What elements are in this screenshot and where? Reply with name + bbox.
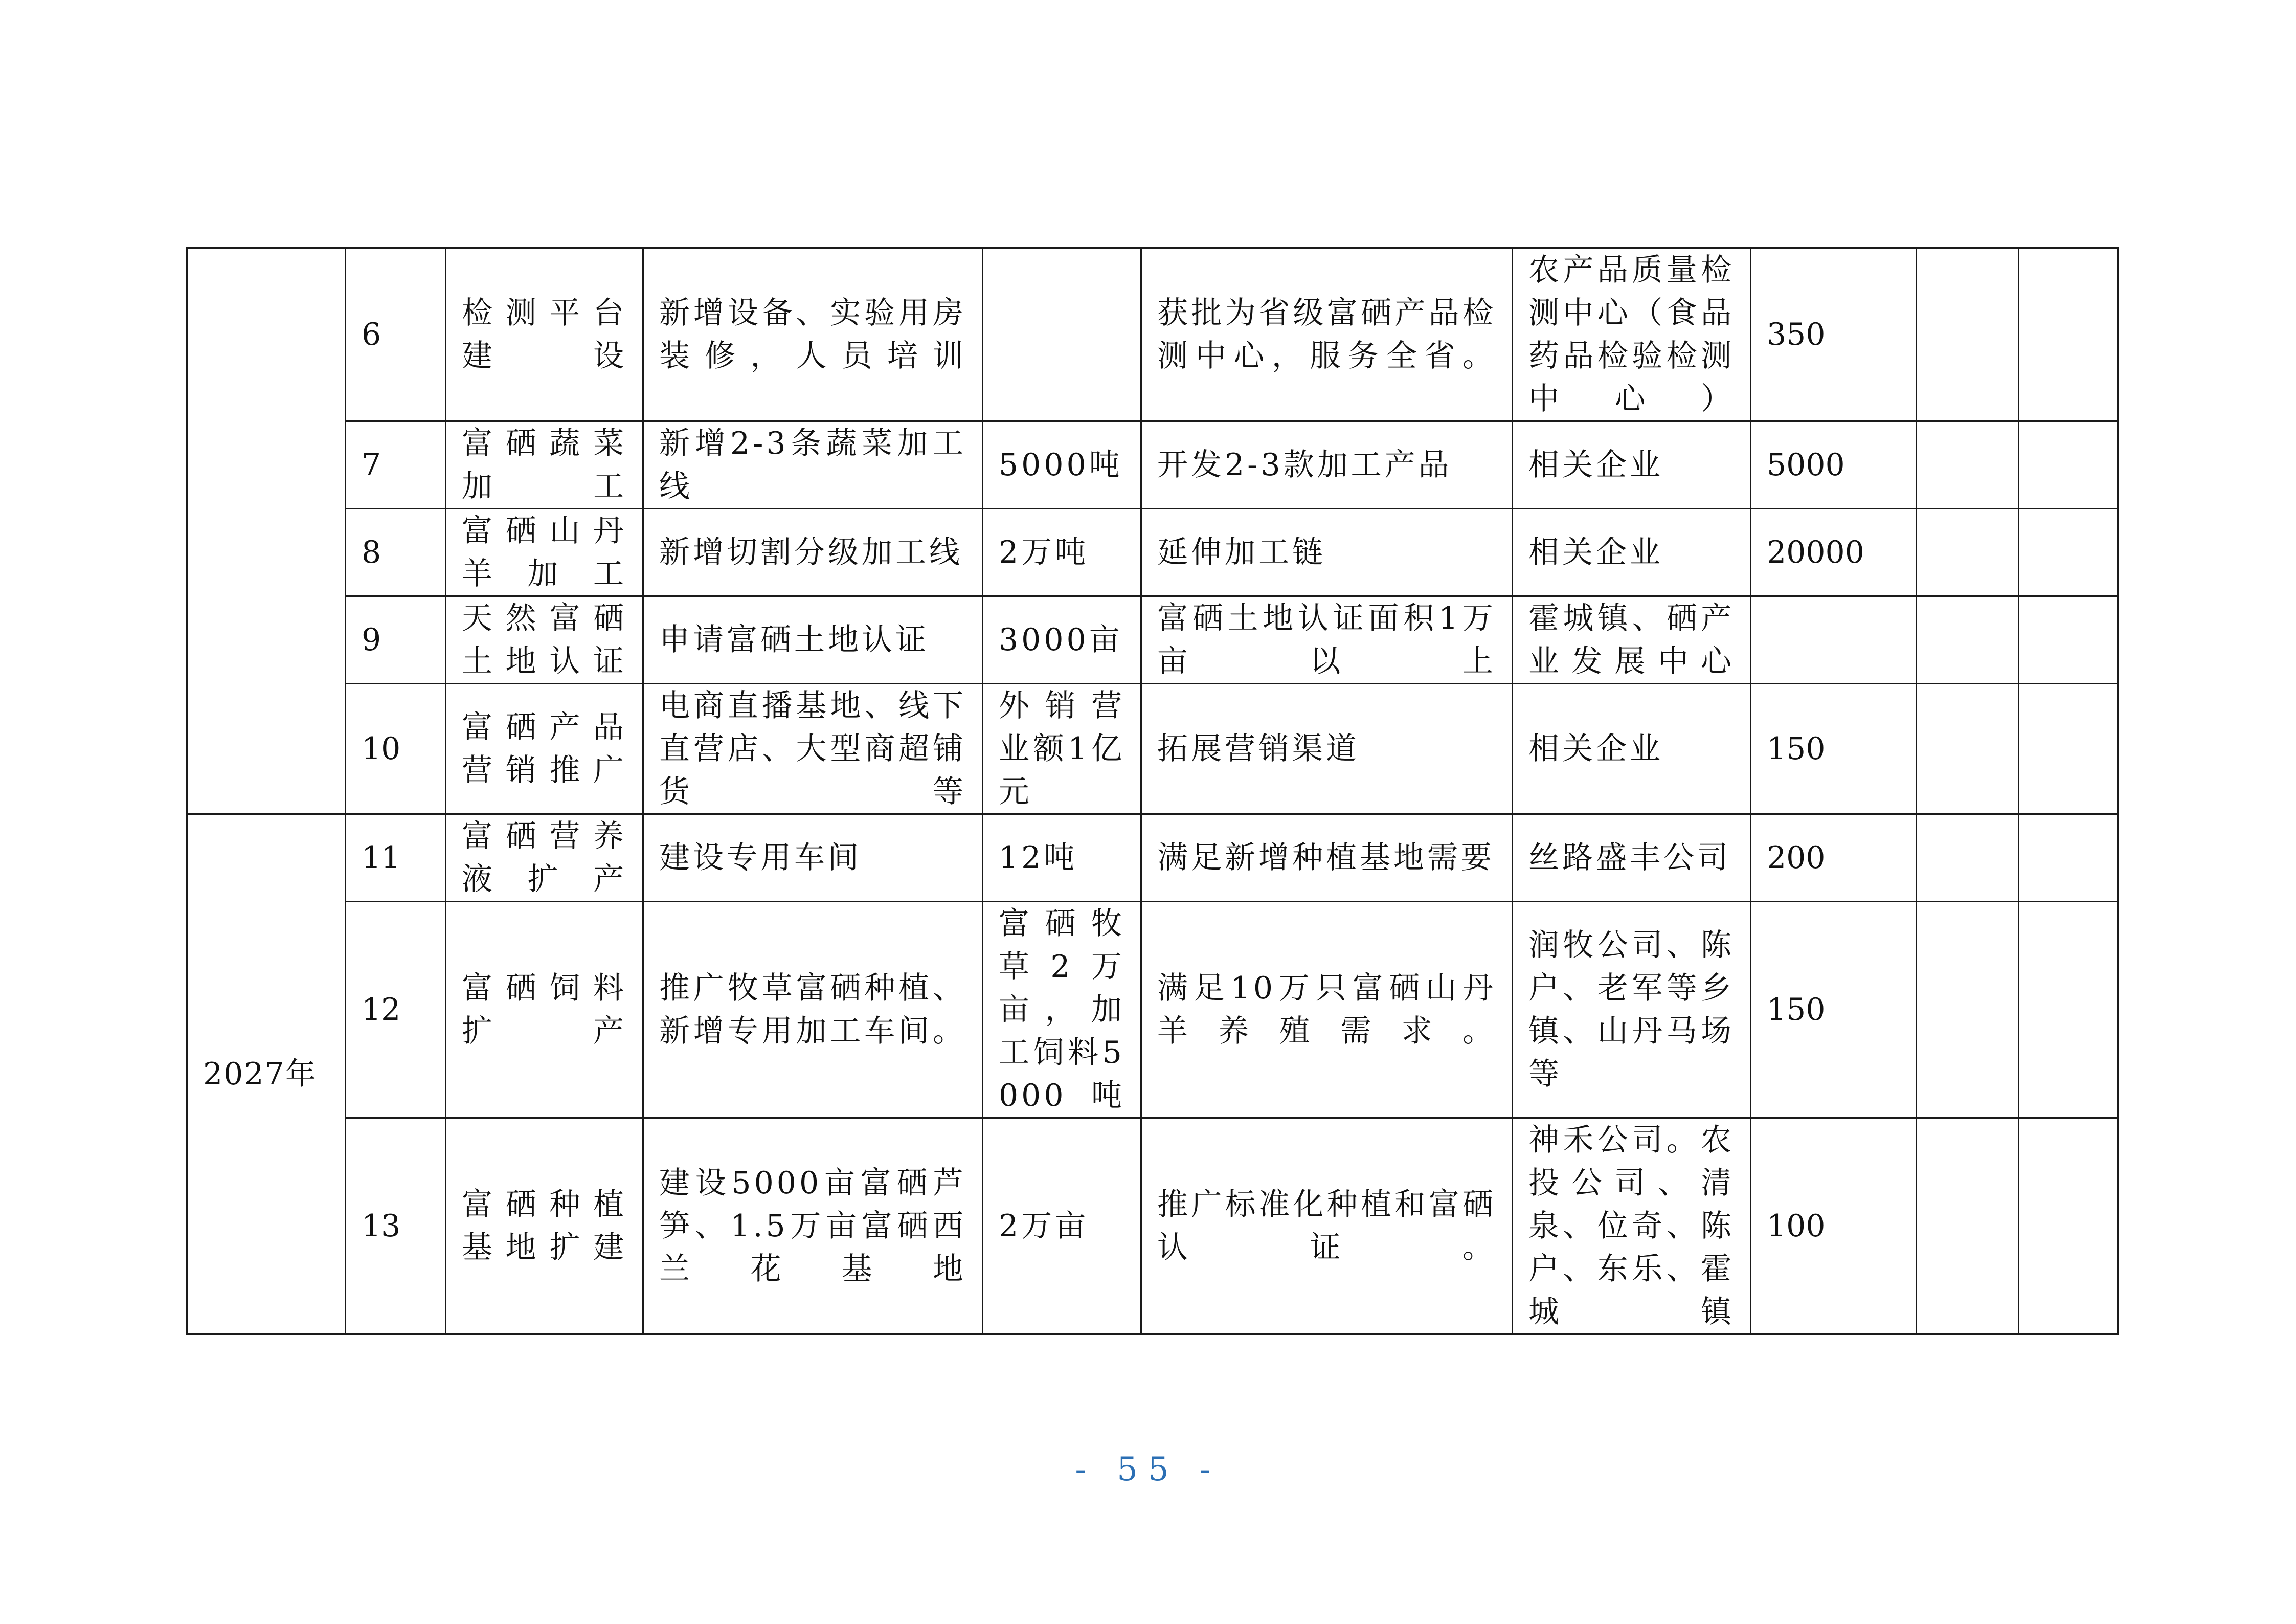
item-number: 6 — [346, 248, 446, 421]
responsible-unit: 润牧公司、陈户、老军等乡镇、山丹马场等 — [1513, 902, 1751, 1118]
investment-amount: 20000 — [1751, 509, 1917, 596]
empty-cell — [1917, 248, 2019, 421]
empty-cell — [1917, 1118, 2019, 1334]
expected-goal: 拓展营销渠道 — [1141, 684, 1513, 814]
construction-content: 新增切割分级加工线 — [643, 509, 983, 596]
expected-goal: 满足新增种植基地需要 — [1141, 814, 1513, 902]
project-name: 检测平台建设 — [446, 248, 643, 421]
construction-scale: 5000吨 — [983, 421, 1141, 509]
empty-cell — [1917, 509, 2019, 596]
investment-amount: 150 — [1751, 902, 1917, 1118]
construction-content: 新增2-3条蔬菜加工线 — [643, 421, 983, 509]
construction-scale: 富硒牧草2万亩，加工饲料5000吨 — [983, 902, 1141, 1118]
item-number: 10 — [346, 684, 446, 814]
responsible-unit: 霍城镇、硒产业发展中心 — [1513, 596, 1751, 684]
year-cell: 2027年 — [187, 814, 346, 1334]
project-name: 富硒产品营销推广 — [446, 684, 643, 814]
empty-cell — [2019, 1118, 2118, 1334]
item-number: 8 — [346, 509, 446, 596]
construction-scale: 外销营业额1亿元 — [983, 684, 1141, 814]
item-number: 13 — [346, 1118, 446, 1334]
investment-amount — [1751, 596, 1917, 684]
item-number: 7 — [346, 421, 446, 509]
empty-cell — [2019, 684, 2118, 814]
empty-cell — [1917, 421, 2019, 509]
table-row — [187, 684, 2118, 814]
empty-cell — [2019, 902, 2118, 1118]
year-cell — [187, 248, 346, 814]
empty-cell — [2019, 596, 2118, 684]
project-name: 富硒饲料扩产 — [446, 902, 643, 1118]
empty-cell — [2019, 509, 2118, 596]
expected-goal: 获批为省级富硒产品检测中心，服务全省。 — [1141, 248, 1513, 421]
responsible-unit: 相关企业 — [1513, 509, 1751, 596]
construction-scale: 3000亩 — [983, 596, 1141, 684]
empty-cell — [1917, 596, 2019, 684]
expected-goal: 延伸加工链 — [1141, 509, 1513, 596]
table-row — [187, 814, 2118, 902]
investment-amount: 5000 — [1751, 421, 1917, 509]
construction-content: 推广牧草富硒种植、新增专用加工车间。 — [643, 902, 983, 1118]
project-name: 富硒营养液扩产 — [446, 814, 643, 902]
investment-amount: 350 — [1751, 248, 1917, 421]
table-row — [187, 902, 2118, 1118]
empty-cell — [1917, 902, 2019, 1118]
page-number: - 55 - — [1075, 1451, 1221, 1488]
table-row — [187, 248, 2118, 421]
item-number: 11 — [346, 814, 446, 902]
construction-content: 建设专用车间 — [643, 814, 983, 902]
expected-goal: 满足10万只富硒山丹羊养殖需求。 — [1141, 902, 1513, 1118]
investment-amount: 200 — [1751, 814, 1917, 902]
project-table — [186, 247, 2119, 1335]
expected-goal: 富硒土地认证面积1万亩以上 — [1141, 596, 1513, 684]
expected-goal: 推广标准化种植和富硒认证。 — [1141, 1118, 1513, 1334]
construction-scale: 2万吨 — [983, 509, 1141, 596]
item-number: 9 — [346, 596, 446, 684]
responsible-unit: 神禾公司。农投公司、清泉、位奇、陈户、东乐、霍城镇 — [1513, 1118, 1751, 1334]
responsible-unit: 丝路盛丰公司 — [1513, 814, 1751, 902]
project-name: 富硒蔬菜加工 — [446, 421, 643, 509]
construction-scale: 2万亩 — [983, 1118, 1141, 1334]
project-name: 天然富硒土地认证 — [446, 596, 643, 684]
responsible-unit: 相关企业 — [1513, 684, 1751, 814]
construction-content: 新增设备、实验用房装修，人员培训 — [643, 248, 983, 421]
construction-content: 申请富硒土地认证 — [643, 596, 983, 684]
project-name: 富硒种植基地扩建 — [446, 1118, 643, 1334]
construction-content: 建设5000亩富硒芦笋、1.5万亩富硒西兰花基地 — [643, 1118, 983, 1334]
expected-goal: 开发2-3款加工产品 — [1141, 421, 1513, 509]
empty-cell — [2019, 248, 2118, 421]
table-row — [187, 1118, 2118, 1334]
table-row — [187, 421, 2118, 509]
empty-cell — [2019, 814, 2118, 902]
investment-amount: 150 — [1751, 684, 1917, 814]
empty-cell — [2019, 421, 2118, 509]
responsible-unit: 相关企业 — [1513, 421, 1751, 509]
project-name: 富硒山丹羊加工 — [446, 509, 643, 596]
construction-scale — [983, 248, 1141, 421]
table-row — [187, 509, 2118, 596]
item-number: 12 — [346, 902, 446, 1118]
construction-scale: 12吨 — [983, 814, 1141, 902]
responsible-unit: 农产品质量检测中心（食品药品检验检测中心） — [1513, 248, 1751, 421]
empty-cell — [1917, 684, 2019, 814]
table-row — [187, 596, 2118, 684]
construction-content: 电商直播基地、线下直营店、大型商超铺货等 — [643, 684, 983, 814]
empty-cell — [1917, 814, 2019, 902]
investment-amount: 100 — [1751, 1118, 1917, 1334]
